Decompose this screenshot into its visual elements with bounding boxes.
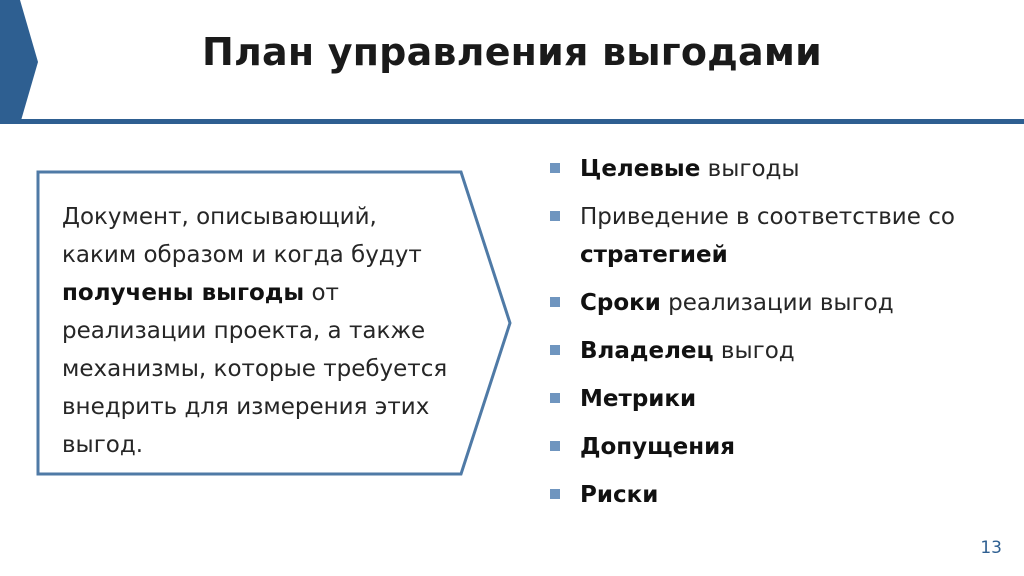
- square-bullet-icon: [550, 441, 560, 451]
- bullet-item-risks: Риски: [548, 476, 1018, 514]
- slide-title: План управления выгодами: [202, 30, 822, 74]
- callout-definition: [62, 198, 492, 464]
- callout-line: получены выгоды от: [62, 280, 339, 306]
- bullet-item-assumptions: Допущения: [548, 428, 1018, 466]
- page-number: 13: [980, 538, 1002, 558]
- callout-emphasis: получены выгоды: [62, 280, 305, 306]
- callout-line: механизмы, которые требуется: [62, 356, 448, 382]
- callout-line: каким образом и когда будут: [62, 242, 422, 268]
- callout-line: Документ, описывающий,: [62, 204, 377, 230]
- bullet-item-target-benefits: Целевые выгоды: [548, 150, 1018, 188]
- square-bullet-icon: [550, 393, 560, 403]
- bullet-item-timeline: Сроки реализации выгод: [548, 284, 1018, 322]
- bullet-item-strategy-alignment: Приведение в соответствие со стратегией: [548, 198, 1018, 274]
- square-bullet-icon: [550, 345, 560, 355]
- bullet-list: [548, 150, 1018, 524]
- square-bullet-icon: [550, 297, 560, 307]
- callout-line: внедрить для измерения этих: [62, 394, 430, 420]
- square-bullet-icon: [550, 163, 560, 173]
- bullet-item-owner: Владелец выгод: [548, 332, 1018, 370]
- title-underline: [18, 119, 1024, 124]
- square-bullet-icon: [550, 211, 560, 221]
- square-bullet-icon: [550, 489, 560, 499]
- callout-line: реализации проекта, а также: [62, 318, 426, 344]
- bullet-item-metrics: Метрики: [548, 380, 1018, 418]
- callout-line: выгод.: [62, 432, 144, 458]
